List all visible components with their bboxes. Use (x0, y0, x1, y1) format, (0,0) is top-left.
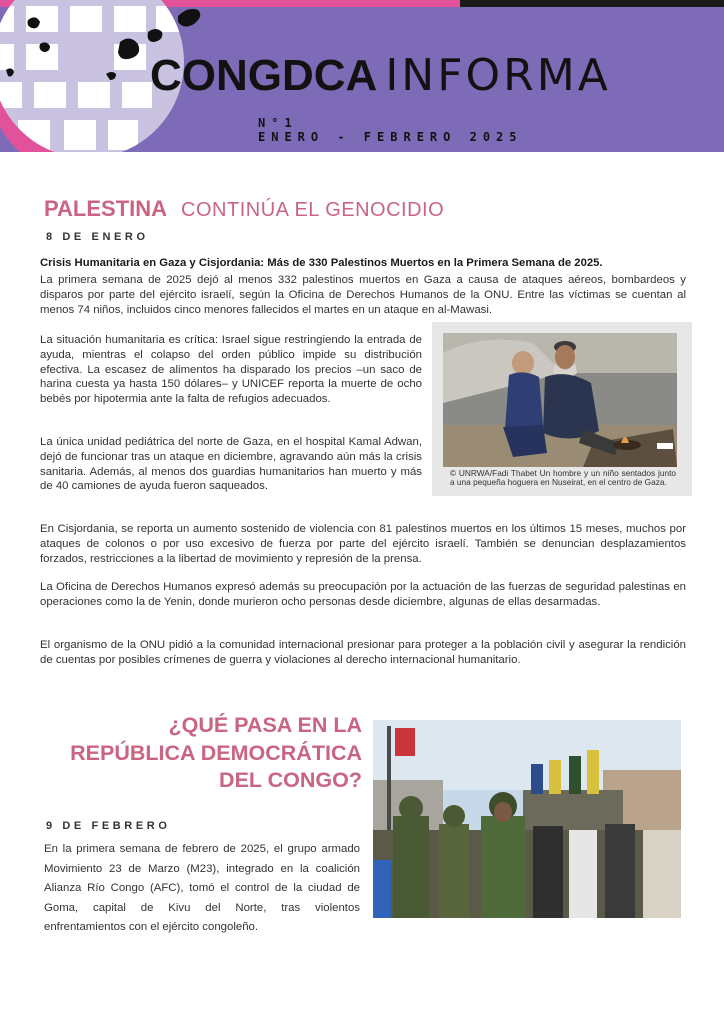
masthead (0, 0, 724, 152)
goma-photo (373, 720, 681, 918)
gaza-photo (443, 333, 677, 467)
paragraph-5: La Oficina de Derechos Humanos expresó además su preocupación por la actuación de las fuerzas de seguridad palestinas en operaciones como la de Yenin, donde murieron ocho personas desde diciembre, algunas de ellas desarmadas. (40, 581, 686, 608)
title-informa: INFORMA (385, 50, 611, 101)
issue-info (258, 116, 523, 144)
title-congdca: CONGDCA (150, 51, 378, 100)
paragraph-2: La situación humanitaria es crítica: Israel sigue restringiendo la entrada de ayuda, mientras el colapso del orden público impide su distribución efectiva. La escasez de alimentos ha disparado los precios –un saco de harina cuesta ya hasta 150 dólares– y UNICEF reporta la muerte de ocho bebés por hipotermia ante la falta de refugios adecuados. (40, 334, 422, 406)
issue-number: N°1 (258, 116, 298, 130)
issue-date: ENERO - FEBRERO 2025 (258, 130, 523, 144)
goma-photo-image (373, 720, 681, 918)
paragraph-4: En Cisjordania, se reporta un aumento sostenido de violencia con 81 palestinos muertos en los últimos 15 meses, muchos por ataques de colonos o por uso excesivo de fuerza por parte del ejército israelí. También se denuncian desplazamientos forzados, restricciones a la libertad de movimiento y represión de la prensa. (40, 523, 686, 565)
gaza-photo-image (443, 333, 677, 467)
section-title: PALESTINA (44, 196, 168, 221)
congo-heading: ¿QUÉ PASA EN LA REPÚBLICA DEMOCRÁTICA DEL CONGO? (70, 713, 362, 792)
article-date: 8 DE ENERO (46, 231, 149, 243)
congo-paragraph: En la primera semana de febrero de 2025, el grupo armado Movimiento 23 de Marzo (M23), integrado en la coalición Alianza Río Congo (AFC), tomó el control de la ciudad de Goma, capital de Kivu del Norte, tras violentos enfrentamientos con el ejército congoleño. (44, 843, 360, 934)
newsletter-title (150, 50, 611, 101)
paragraph-3: La única unidad pediátrica del norte de Gaza, en el hospital Kamal Adwan, dejó de funcionar tras un ataque en diciembre, agravando aún más la crisis sanitaria. Además, al menos dos guardias humanitarios han muerto y más de 40 camiones de ayuda fueron saqueados. (40, 436, 422, 493)
section-subtitle: CONTINÚA EL GENOCIDIO (181, 199, 445, 221)
congo-date: 9 DE FEBRERO (46, 820, 171, 832)
paragraph-6: El organismo de la ONU pidió a la comunidad internacional presionar para proteger a la población civil y asegurar la rendición de cuentas por posibles crímenes de guerra y violaciones al derecho internacional humanitario. (40, 639, 686, 666)
section-heading-palestina (44, 196, 444, 222)
paragraph-1: La primera semana de 2025 dejó al menos 332 palestinos muertos en Gaza a causa de ataques aéreos, bombardeos y disparos por parte del ejército israelí, según la Oficina de Derechos Humanos de la ONU. Entre las víctimas se cuentan al menos 74 niños, incluidos cinco menores fallecidos el martes en un ataque en al-Mawasi. (40, 274, 686, 316)
top-dark-bar (460, 0, 724, 7)
photo-caption: © UNRWA/Fadi Thabet Un hombre y un niño sentados junto a una pequeña hoguera en Nuseirat, en el centro de Gaza. (450, 468, 676, 488)
article-subhead: Crisis Humanitaria en Gaza y Cisjordania: Más de 330 Palestinos Muertos en la Primera Semana de 2025. (40, 257, 603, 269)
